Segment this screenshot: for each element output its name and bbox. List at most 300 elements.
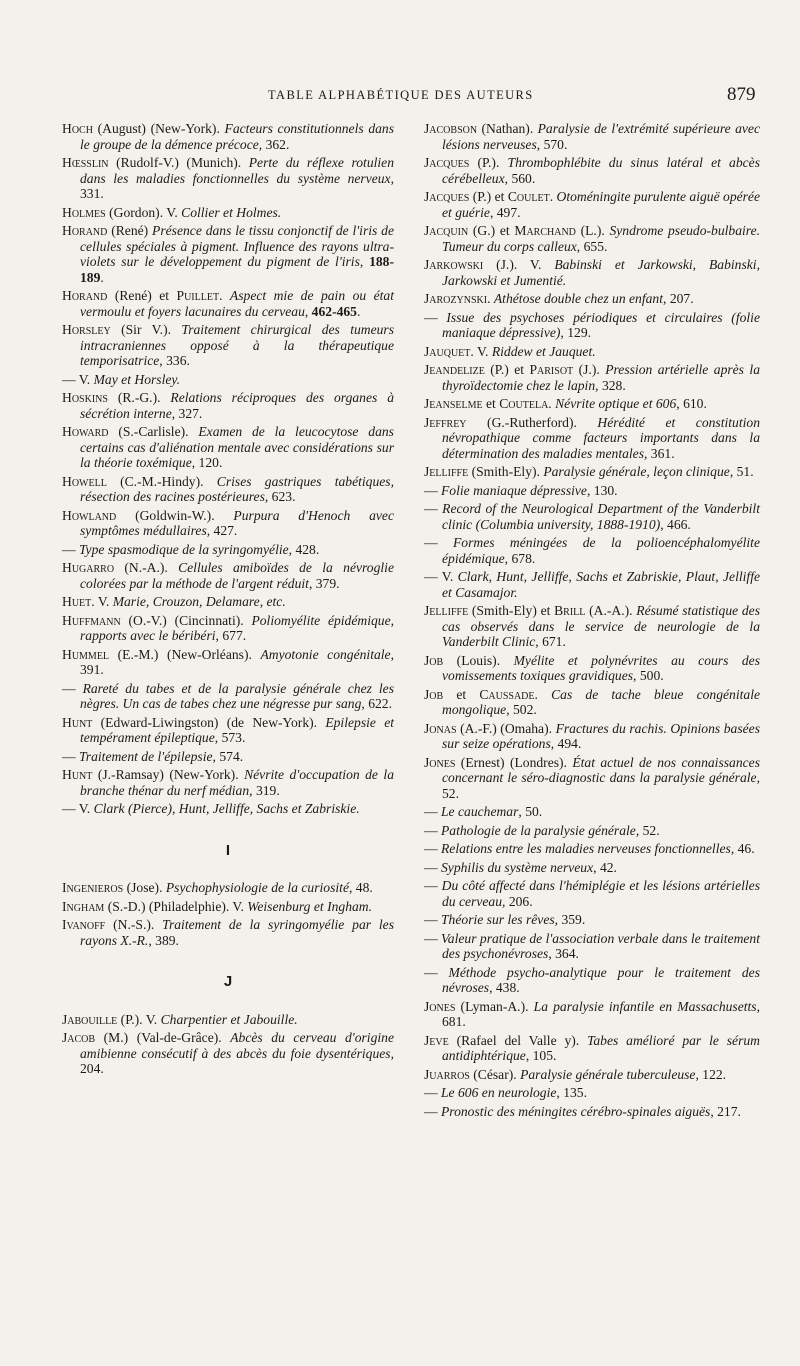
work-title: Traitement de l'épilepsie: [79, 748, 213, 764]
index-entry: [424, 860, 760, 876]
work-title: Méthode psycho-analytique pour le traitement des névroses: [442, 964, 760, 995]
running-title: TABLE ALPHABÉTIQUE DES AUTEURS: [268, 88, 534, 102]
entry-text: (Nathan).: [477, 121, 538, 136]
entry-text: , 389.: [148, 932, 179, 948]
index-entry: [62, 560, 394, 591]
index-entry: [424, 721, 760, 752]
entry-text: (P.). V.: [117, 1011, 161, 1027]
work-title: Crises gastriques tabétiques, résection des racines postérieures: [80, 473, 394, 504]
index-entry: [424, 223, 760, 254]
work-title: Pronostic des méningites cérébro-spinales aiguës: [441, 1103, 711, 1119]
entries-i: [62, 880, 394, 948]
entry-text: —: [62, 680, 83, 696]
entry-text: (P.).: [469, 155, 508, 170]
entry-text: , 135.: [556, 1085, 587, 1100]
entry-text: —: [424, 912, 441, 927]
work-title: Weisenburg et Ingham.: [247, 898, 373, 914]
work-title: Traitement chirurgical des tumeurs intracraniennes opposé à la thérapeutique temporisatrice: [80, 322, 395, 368]
author-name: Hunt: [62, 767, 93, 782]
entry-text: —: [424, 482, 441, 498]
entry-text: , 570.: [536, 136, 568, 152]
author-name: Holmes: [62, 204, 106, 220]
entry-text: , 391.: [80, 646, 394, 677]
entry-text: , 500.: [633, 668, 664, 683]
entry-text: . V.: [470, 343, 492, 359]
entry-text: , 52.: [442, 770, 760, 801]
author-name: Jeanselme: [424, 396, 483, 411]
index-entry: [62, 322, 394, 369]
entry-text: (R.-G.).: [107, 390, 171, 405]
entry-text: , 327.: [171, 405, 203, 421]
author-name: Jarkowski: [424, 257, 484, 272]
author-name: Jabouille: [62, 1011, 118, 1027]
entry-text: (René): [107, 223, 153, 238]
entry-text: .: [356, 303, 361, 319]
entry-text: —: [424, 878, 442, 893]
author-name: Hugarro: [62, 560, 115, 575]
entry-text: — V.: [62, 801, 94, 816]
entry-text: (Gordon). V.: [105, 204, 182, 220]
entry-text: , 364.: [548, 946, 579, 961]
index-entry: [62, 1012, 394, 1028]
entry-text: , 438.: [489, 980, 520, 995]
entry-text: , 46.: [730, 841, 755, 856]
index-entry: [424, 310, 760, 341]
entry-text: , 206.: [502, 893, 533, 909]
entry-text: —: [424, 309, 447, 325]
entry-text: .: [534, 686, 552, 702]
entry-text: (Rafael del Valle y).: [448, 1032, 588, 1048]
work-title: Clark, Hunt, Jelliffe, Sachs et Zabriskie, Plaut, Jelliffe et Casamajor.: [442, 569, 761, 600]
index-entry: [62, 223, 394, 285]
author-name: Coutela: [499, 396, 549, 411]
author-name: Howell: [62, 473, 107, 489]
index-entry: [62, 121, 394, 152]
author-name: Jacobson: [424, 121, 478, 136]
author-name: Howland: [62, 507, 117, 523]
index-entry: [424, 1104, 760, 1120]
entry-text: 462-465: [311, 303, 357, 319]
work-title: Valeur pratique de l'association verbale dans le traitement des psychonévroses: [441, 930, 760, 961]
work-title: Clark (Pierce), Hunt, Jelliffe, Sachs et Zabriskie.: [93, 801, 360, 816]
entry-text: , 120.: [191, 455, 223, 470]
entry-text: (Louis).: [443, 652, 514, 668]
entry-text: , 497.: [489, 204, 521, 220]
entry-text: (Sir V.).: [110, 322, 182, 337]
author-name: Jacquin: [424, 223, 469, 238]
work-title: Otoméningite purulente aiguë opérée et guérie: [442, 189, 761, 220]
index-entry: [62, 613, 394, 644]
work-title: Paralysie générale, leçon clinique: [543, 464, 730, 479]
index-entry: [424, 965, 760, 996]
author-name: Huet: [62, 594, 92, 609]
entry-text: , 379.: [308, 575, 340, 591]
work-title: Folie maniaque dépressive: [441, 482, 587, 498]
work-title: Relations réciproques des organes à sécrétion interne: [80, 390, 394, 421]
page-number: 879: [727, 84, 756, 105]
index-entry: [62, 801, 394, 817]
work-title: Traitement de la syringomyélie par les rayons X.-R.: [80, 917, 395, 948]
index-entry: [424, 823, 760, 839]
entry-text: — V.: [62, 371, 94, 387]
entry-text: (S.-D.) (Philadelphie). V.: [104, 898, 248, 914]
entry-text: (Jose).: [123, 880, 166, 895]
entry-text: —: [62, 541, 79, 557]
entry-text: , 336.: [159, 353, 190, 368]
work-title: Syndrome pseudo-bulbaire. Tumeur du corps calleux: [442, 223, 760, 254]
index-entry: [424, 1067, 760, 1083]
author-name: Horand: [62, 223, 108, 238]
entry-text: , 677.: [215, 628, 247, 643]
entry-text: (J.-Ramsay) (New-York).: [92, 767, 245, 782]
work-title: Charpentier et Jabouille.: [160, 1011, 298, 1027]
entry-text: , 331.: [80, 170, 394, 201]
index-entry: [424, 291, 760, 307]
right-column: [424, 121, 760, 1122]
index-entry: [424, 362, 760, 393]
entry-text: .: [548, 396, 556, 411]
author-name: Hoch: [62, 121, 93, 136]
entry-text: , 622.: [361, 696, 392, 711]
work-title: Purpura d'Henoch avec symptômes médullaires: [80, 507, 394, 538]
author-name: Caussade: [479, 686, 535, 702]
entry-text: , 427.: [206, 523, 238, 538]
entry-text: (Ernest) (Londres).: [455, 754, 573, 770]
work-title: Thrombophlébite du sinus latéral et abcès cérébelleux: [442, 155, 760, 186]
work-title: Facteurs constitutionnels dans le groupe de la démence précoce: [80, 121, 395, 152]
work-title: Fractures du rachis. Opinions basées sur seize opérations: [442, 720, 760, 751]
entry-text: , 42.: [593, 859, 617, 875]
author-name: Ivanoff: [62, 917, 106, 932]
index-entry: [62, 1030, 394, 1077]
entries-h: [62, 121, 394, 817]
work-title: Pathologie de la paralysie générale: [441, 822, 636, 838]
entry-text: (J.).: [573, 362, 606, 377]
entry-text: (Rudolf-V.) (Munich).: [108, 155, 249, 170]
index-entry: [62, 880, 394, 896]
entry-text: (Smith-Ely).: [468, 464, 544, 479]
author-name: Job: [424, 652, 444, 668]
author-name: Huffmann: [62, 612, 121, 628]
work-title: Examen de la leucocytose dans certains cas d'aliénation mentale avec considérations sur la théorie toxémique: [80, 424, 394, 470]
entry-text: 188-189: [80, 254, 394, 285]
entry-text: (A.-A.).: [585, 603, 637, 618]
work-title: Type spasmodique de la syringomyélie: [79, 541, 289, 557]
work-title: Babinski et Jarkowski, Babinski, Jarkowski et Jumentié.: [442, 257, 760, 288]
work-title: Record of the Neurological Department of the Vanderbilt clinic (Columbia university, 1888-1910): [442, 501, 760, 532]
entry-text: —: [424, 804, 441, 819]
index-entry: [62, 749, 394, 765]
entry-text: , 51.: [729, 464, 754, 479]
author-name: Jauquet: [424, 343, 471, 359]
work-title: Aspect mie de pain ou état vermoulu et foyers lacunaires du cerveau: [80, 288, 394, 319]
index-entry: [424, 804, 760, 820]
index-entry: [424, 155, 760, 186]
work-title: Résumé statistique des cas observés dans le service de neurologie de la Vanderbilt Clinic: [442, 603, 760, 649]
author-name: Ingenieros: [62, 880, 124, 895]
entry-text: , 610.: [676, 396, 707, 411]
work-title: Perte du réflexe rotulien dans les maladies fonctionnelles du système nerveux: [80, 155, 394, 186]
entry-text: —: [424, 1085, 441, 1100]
work-title: Pression artérielle après la thyroïdectomie chez le lapin: [442, 362, 760, 393]
index-entry: [62, 205, 394, 221]
entry-text: —: [424, 964, 449, 980]
author-name: Jones: [424, 998, 456, 1014]
author-name: Jeandelize: [424, 362, 485, 377]
index-entry: [62, 647, 394, 678]
entry-text: , 655.: [576, 238, 608, 254]
entry-text: , 217.: [710, 1103, 741, 1119]
index-entry: [424, 257, 760, 288]
entry-text: (P.) et: [484, 362, 530, 377]
index-entry: [62, 288, 394, 319]
entry-text: —: [424, 930, 442, 946]
entry-text: , 623.: [264, 489, 296, 504]
section-letter-i: I: [225, 841, 231, 859]
entry-text: .: [100, 269, 104, 285]
entry-text: , 678.: [504, 550, 536, 566]
left-column: [62, 121, 394, 1080]
entry-text: (P.) et: [469, 189, 508, 204]
work-title: Collier et Holmes.: [181, 204, 282, 220]
index-entry: [424, 1033, 760, 1064]
work-title: Athétose double chez un enfant: [493, 291, 664, 306]
author-name: Puillet: [176, 288, 220, 303]
entries-j: [62, 1012, 394, 1077]
index-entry: [424, 121, 760, 152]
work-title: État actuel de nos connaissances concernant le séro-diagnostic dans la paralysie générale: [442, 754, 760, 785]
work-title: Relations entre les maladies nerveuses fonctionnelles: [441, 841, 731, 856]
work-title: Paralysie générale tuberculeuse: [520, 1066, 696, 1082]
work-title: Syphilis du système nerveux: [441, 859, 594, 875]
index-entry: [424, 396, 760, 412]
work-title: Marie, Crouzon, Delamare, etc.: [112, 594, 286, 609]
work-title: May et Horsley.: [93, 371, 181, 387]
index-entry: [424, 501, 760, 532]
index-entry: [424, 999, 760, 1030]
entry-text: (August) (New-York).: [92, 121, 225, 136]
index-entry: [424, 535, 760, 566]
entry-text: , 671.: [535, 634, 566, 649]
author-name: Horand: [62, 288, 108, 303]
entry-text: .: [549, 189, 557, 204]
author-name: Job: [424, 686, 444, 702]
entry-text: , 129.: [560, 325, 592, 340]
entry-text: — V.: [424, 569, 458, 584]
entry-text: (J.). V.: [483, 257, 555, 272]
index-entry: [424, 464, 760, 480]
entry-text: —: [424, 859, 441, 875]
entry-text: , 359.: [554, 912, 586, 927]
entry-text: —: [424, 501, 443, 516]
entry-text: (A.-F.) (Omaha).: [456, 720, 556, 736]
index-entry: [424, 878, 760, 909]
index-entry: [424, 755, 760, 802]
entry-text: ,: [359, 254, 370, 269]
entry-text: (N.-A.).: [114, 560, 179, 575]
entry-text: —: [424, 841, 441, 856]
entry-text: (G.) et: [468, 223, 515, 238]
entry-text: , 130.: [586, 482, 618, 498]
author-name: Juarros: [424, 1066, 470, 1082]
work-title: Le cauchemar: [441, 804, 519, 819]
author-name: Jeffrey: [424, 414, 467, 430]
index-entry: [424, 653, 760, 684]
work-title: Paralysie de l'extrémité supérieure avec lésions nerveuses: [442, 121, 760, 152]
entry-text: , 319.: [249, 782, 280, 798]
work-title: Théorie sur les rêves: [441, 912, 555, 927]
work-title: Hérédité et constitution névropathique comme facteurs importants dans la détermination des maladies mentales: [442, 414, 760, 461]
author-name: Jarozynski: [424, 291, 488, 306]
author-name: Hoskins: [62, 390, 108, 405]
index-entry: [62, 390, 394, 421]
index-entry: [62, 715, 394, 746]
index-entry: [424, 569, 760, 600]
entry-text: (Edward-Liwingston) (de New-York).: [92, 714, 326, 730]
index-entry: [62, 424, 394, 471]
work-title: Myélite et polynévrites au cours des vomissements toxiques gravidiques: [442, 652, 760, 683]
index-entry: [62, 542, 394, 558]
index-entry: [424, 344, 760, 360]
index-entry: [62, 594, 394, 610]
work-title: La paralysie infantile en Massachusetts: [533, 998, 757, 1014]
page-header: [0, 84, 800, 110]
index-entry: [424, 912, 760, 928]
author-name: Jacob: [62, 1030, 96, 1045]
index-entry: [62, 155, 394, 202]
work-title: Du côté affecté dans l'hémiplégie et les lésions artérielles du cerveau: [441, 878, 760, 909]
entry-text: (Smith-Ely) et: [468, 603, 555, 618]
entry-text: et: [443, 686, 480, 702]
entry-text: (Lyman-A.).: [455, 998, 534, 1014]
index-entry: [424, 483, 760, 499]
work-title: Rareté du tabes et de la paralysie générale chez les nègres. Un cas de tabes chez une négresse pur sang: [80, 680, 394, 711]
entry-text: et: [482, 396, 500, 411]
entry-text: , 207.: [663, 291, 694, 306]
index-entry: [62, 681, 394, 712]
author-name: Brill: [554, 603, 586, 618]
index-entry: [62, 474, 394, 505]
entry-text: ,: [304, 303, 312, 319]
entry-text: , 574.: [212, 748, 244, 764]
entry-text: (Goldwin-W.).: [116, 507, 234, 523]
entry-text: , 50.: [518, 804, 543, 819]
entry-text: , 573.: [214, 730, 246, 745]
work-title: Riddew et Jauquet.: [491, 343, 596, 359]
entry-text: , 122.: [695, 1066, 727, 1082]
work-title: Amyotonie congénitale: [260, 646, 391, 662]
work-title: Névrite optique et 606: [555, 396, 677, 411]
index-entry: [62, 372, 394, 388]
work-title: Poliomyélite épidémique, rapports avec le béribéri: [80, 612, 395, 643]
entry-text: —: [424, 1103, 441, 1119]
work-title: Issue des psychoses périodiques et circulaires (folie maniaque dépressive): [442, 309, 760, 340]
work-title: Epilepsie et tempérament épileptique: [80, 714, 395, 745]
index-entry: [424, 1085, 760, 1101]
author-name: Hunt: [62, 714, 93, 730]
author-name: Jones: [424, 754, 456, 770]
index-entry: [424, 189, 760, 220]
entry-text: (S.-Carlisle).: [108, 424, 199, 439]
entry-text: .: [487, 291, 494, 306]
author-name: Jelliffe: [424, 603, 469, 618]
entry-text: , 466.: [660, 516, 691, 532]
index-entry: [424, 603, 760, 650]
index-entry: [62, 917, 394, 948]
section-letter-j: J: [223, 973, 233, 990]
index-entry: [424, 841, 760, 857]
author-name: Jelliffe: [424, 464, 469, 479]
author-name: Ingham: [62, 898, 105, 914]
author-name: Jacques: [424, 189, 470, 204]
index-entry: [424, 415, 760, 462]
author-name: Jacques: [424, 155, 470, 170]
entry-text: (O.-V.) (Cincinnati).: [120, 612, 252, 628]
entry-text: (E.-M.) (New-Orléans).: [109, 646, 261, 662]
author-name: Jeve: [424, 1032, 449, 1048]
entry-text: , 494.: [550, 736, 582, 751]
entry-text: , 428.: [288, 541, 320, 557]
work-title: Psychophysiologie de la curiosité: [165, 880, 349, 895]
entry-text: (N.-S.).: [105, 917, 163, 932]
author-name: Hœsslin: [62, 155, 109, 170]
index-entry: [424, 687, 760, 718]
entry-text: —: [424, 822, 441, 838]
entry-text: (L.).: [575, 223, 610, 238]
entry-text: , 362.: [258, 136, 290, 152]
entry-text: (C.-M.-Hindy).: [106, 473, 217, 489]
work-title: Cas de tache bleue congénitale mongolique: [442, 686, 761, 717]
index-entry: [62, 767, 394, 798]
entry-text: , 204.: [80, 1045, 394, 1076]
author-name: Hummel: [62, 646, 110, 662]
entry-text: . V.: [91, 594, 113, 609]
author-name: Howard: [62, 424, 109, 439]
entry-text: —: [62, 748, 79, 764]
entry-text: —: [424, 535, 453, 550]
entry-text: , 502.: [506, 702, 537, 717]
work-title: Le 606 en neurologie: [441, 1085, 557, 1100]
index-entry: [424, 931, 760, 962]
entry-text: , 560.: [504, 170, 536, 186]
entry-text: (G.-Rutherford).: [466, 414, 598, 430]
index-entry: [62, 508, 394, 539]
work-title: Névrite d'occupation de la branche thénar du nerf médian: [80, 767, 395, 798]
entry-text: , 52.: [635, 822, 660, 838]
entry-text: , 48.: [348, 880, 373, 895]
author-name: Jonas: [424, 720, 457, 736]
entry-text: (César).: [469, 1066, 521, 1082]
entry-text: , 681.: [442, 998, 760, 1029]
author-name: Parisot: [529, 362, 574, 377]
work-title: Tabes amélioré par le sérum antidiphtérique: [442, 1032, 760, 1063]
entry-text: (René) et: [107, 288, 177, 303]
entry-text: .: [219, 288, 230, 303]
work-title: Formes méningées de la polioencéphalomyélite épidémique: [442, 535, 760, 566]
work-title: Abcès du cerveau d'origine amibienne consécutif à des abcès du foie dysentériques: [80, 1030, 394, 1061]
entry-text: , 105.: [525, 1048, 557, 1063]
author-name: Marchand: [514, 223, 576, 238]
index-entry: [62, 899, 394, 915]
entry-text: , 328.: [595, 377, 626, 393]
entries-j-continued: [424, 121, 760, 1119]
entry-text: , 361.: [644, 445, 675, 461]
entry-text: (M.) (Val-de-Grâce).: [95, 1030, 231, 1045]
work-title: Présence dans le tissu conjonctif de l'iris de cellules spéciales à pigment. Influence des rayons ultra-violets sur le développement du pigment de l'iris: [80, 223, 394, 269]
author-name: Horsley: [62, 322, 111, 337]
work-title: Cellules amiboïdes de la névroglie colorées par la méthode de l'argent réduit: [80, 560, 394, 591]
author-name: Coulet: [507, 189, 550, 204]
